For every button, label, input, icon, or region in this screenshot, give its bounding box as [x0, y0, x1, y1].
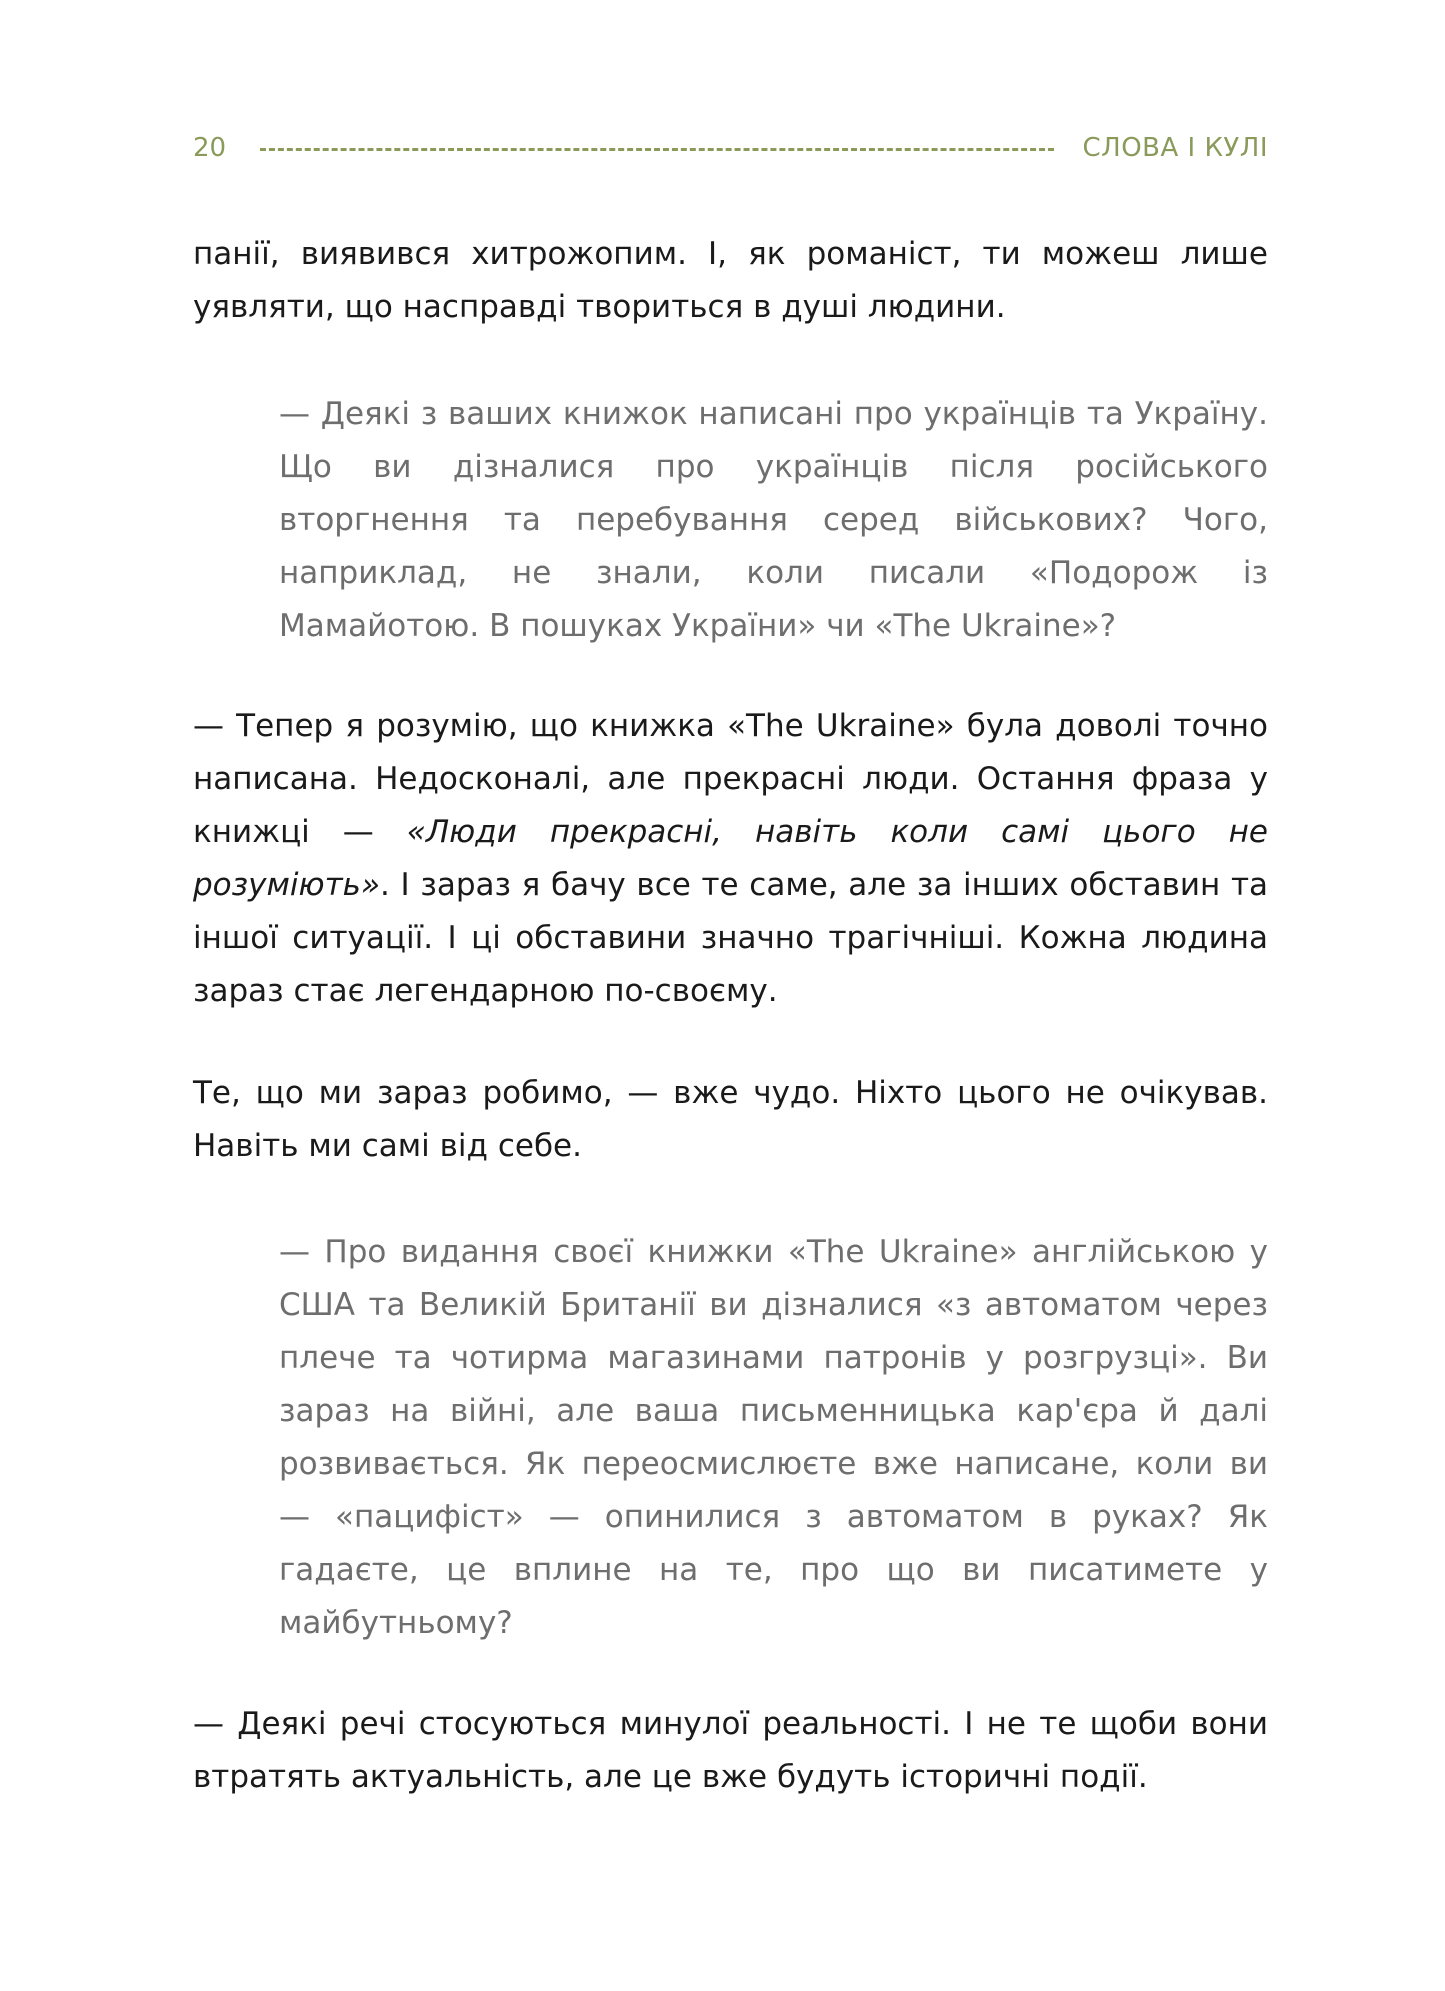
interview-question — [279, 388, 1268, 653]
question-text: — Деякі з ваших книжок написані про українців та Україну. Що ви дізналися про українців після російського вторгнення та перебування серед військових? Чого, наприклад, не знали, коли писали «Подорож із Мамайотою. В пошуках України» чи «The Ukraine»? — [279, 396, 1268, 644]
header-dashed-rule — [260, 148, 1054, 151]
question-text: — Про видання своєї книжки «The Ukraine» англійською у США та Великій Британії ви дізналися «з автоматом через плече та чотирма магазинами патронів у розгрузці». Ви зараз на війні, але ваша письменницька кар'єра й далі розвивається. Як переосмислюєте вже написане, коли ви — «пацифіст» — опинилися з автоматом в руках? Як гадаєте, це вплине на те, про що ви писатимете у майбутньому? — [279, 1234, 1268, 1641]
section-title: СЛОВА І КУЛІ — [1082, 133, 1268, 163]
answer-text-part: — Тепер я розумію, що книжка «The Ukraine» була доволі точно написана. Недосконалі, але прекрасні люди. Остання фраза у книжці — — [193, 708, 1268, 850]
answer-text — [193, 700, 1268, 1018]
answer-text: — Деякі речі стосуються минулої реальності. І не те щоби вони втратять актуальність, але це вже будуть історичні події. — [193, 1706, 1268, 1795]
interview-answer — [193, 1698, 1268, 1804]
answer-text-part: . І зараз я бачу все те саме, але за інших обставин та іншої ситуації. І ці обставини значно трагічніші. Кожна людина зараз стає легендарною по-своєму. — [193, 867, 1268, 1009]
body-paragraph — [193, 1067, 1268, 1173]
page-number: 20 — [193, 133, 227, 163]
paragraph-text: панії, виявився хитрожопим. І, як романіст, ти можеш лише уявляти, що насправді твориться в душі людини. — [193, 236, 1268, 325]
paragraph-text: Те, що ми зараз робимо, — вже чудо. Ніхто цього не очікував. Навіть ми самі від себе. — [193, 1075, 1268, 1164]
interview-answer — [193, 700, 1268, 1018]
book-quote: «Люди прекрасні, навіть коли самі цього не розуміють» — [193, 814, 1268, 903]
running-header — [193, 128, 1268, 168]
interview-question — [279, 1226, 1268, 1650]
body-paragraph — [193, 228, 1268, 334]
